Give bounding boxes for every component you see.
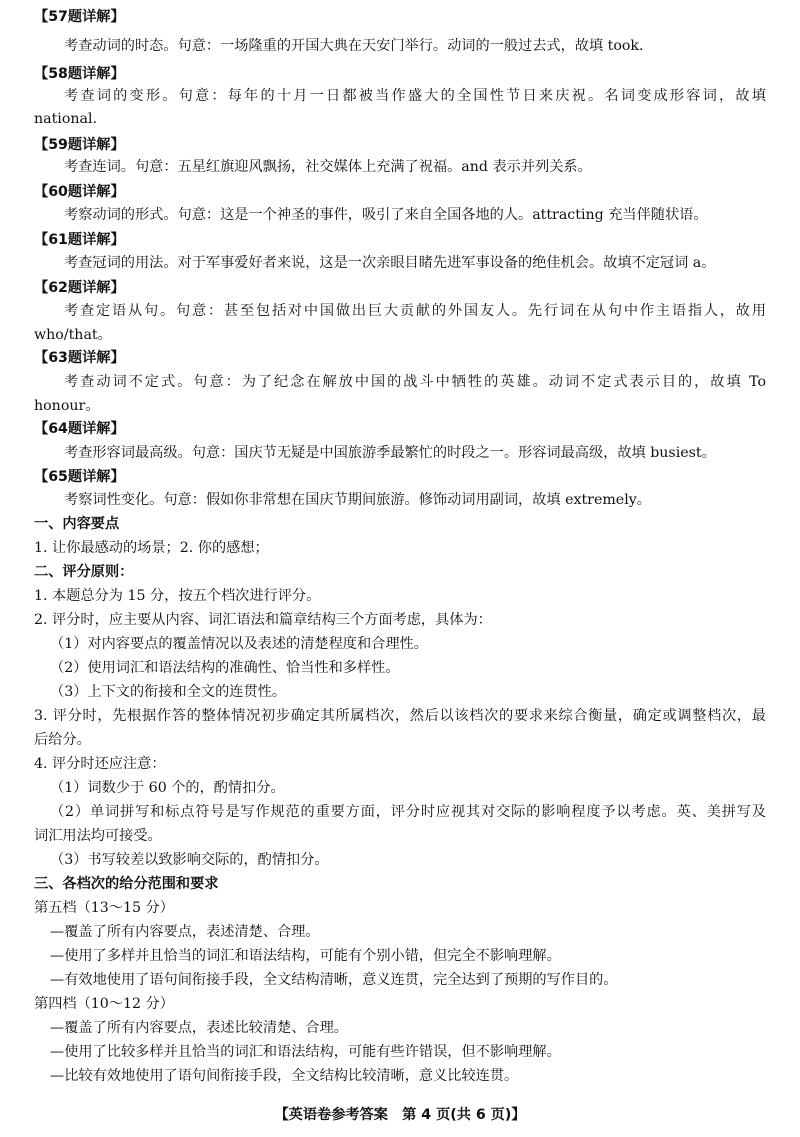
- tier-5-item-1: —覆盖了所有内容要点，表述清楚、合理。: [50, 924, 320, 940]
- section-scoring-principles-title: 二、评分原则：: [34, 564, 134, 580]
- tier-4-item-3: —比较有效地使用了语句间衔接手段，全文结构比较清晰，意义比较连贯。: [50, 1068, 519, 1084]
- tier-4-title: 第四档（10～12 分）: [34, 996, 174, 1012]
- scoring-principle-2-item-2: （2）使用词汇和语法结构的准确性、恰当性和多样性。: [50, 660, 400, 676]
- q60-heading: 【60题详解】: [34, 184, 125, 200]
- q58-explanation-line-1: 考查词的变形。句意：每年的十月一日都被当作盛大的全国性节日来庆祝。名词变成形容词，故填: [64, 88, 766, 104]
- scoring-principle-1: 1. 本题总分为 15 分，按五个档次进行评分。: [34, 588, 321, 604]
- scoring-principle-4-item-1: （1）词数少于 60 个的，酌情扣分。: [50, 780, 285, 796]
- scoring-principle-4-item-2-line-2: 词汇用法均可接受。: [34, 828, 162, 844]
- tier-4-item-2: —使用了比较多样并且恰当的词汇和语法结构，可能有些许错误，但不影响理解。: [50, 1044, 561, 1060]
- scoring-principle-3-line-1: 3. 评分时，先根据作答的整体情况初步确定其所属档次，然后以该档次的要求来综合衡量，确定或调整档次，最: [34, 708, 766, 724]
- content-points-text: 1. 让你最感动的场景；2. 你的感想；: [34, 540, 269, 556]
- tier-4-item-1: —覆盖了所有内容要点，表述比较清楚、合理。: [50, 1020, 348, 1036]
- q64-explanation: 考查形容词最高级。句意：国庆节无疑是中国旅游季最繁忙的时段之一。形容词最高级，故填 busiest。: [64, 445, 716, 461]
- scoring-principle-2: 2. 评分时，应主要从内容、词汇语法和篇章结构三个方面考虑，具体为：: [34, 612, 492, 628]
- tier-5-title: 第五档（13～15 分）: [34, 900, 174, 916]
- page-footer: 【英语卷参考答案 第 4 页(共 6 页)】: [274, 1107, 526, 1123]
- q65-explanation: 考察词性变化。句意：假如你非常想在国庆节期间旅游。修饰动词用副词，故填 extremely。: [64, 492, 651, 508]
- q57-explanation: 考查动词的时态。句意：一场隆重的开国大典在天安门举行。动词的一般过去式，故填 took.: [64, 38, 644, 54]
- q59-explanation: 考查连词。句意：五星红旗迎风飘扬，社交媒体上充满了祝福。and 表示并列关系。: [64, 159, 592, 175]
- scoring-principle-4: 4. 评分时还应注意：: [34, 756, 166, 772]
- tier-5-item-2: —使用了多样并且恰当的词汇和语法结构，可能有个别小错，但完全不影响理解。: [50, 948, 561, 964]
- q59-heading: 【59题详解】: [34, 137, 125, 153]
- q57-heading: 【57题详解】: [34, 9, 125, 25]
- q62-explanation-line-1: 考查定语从句。句意：甚至包括对中国做出巨大贡献的外国友人。先行词在从句中作主语指人，故用: [64, 303, 766, 319]
- q61-explanation: 考查冠词的用法。对于军事爱好者来说，这是一次亲眼目睹先进军事设备的绝佳机会。故填不定冠词 a。: [64, 255, 716, 271]
- q58-heading: 【58题详解】: [34, 66, 125, 82]
- q63-heading: 【63题详解】: [34, 350, 125, 366]
- scoring-principle-3-line-2: 后给分。: [34, 732, 91, 748]
- q65-heading: 【65题详解】: [34, 469, 125, 485]
- section-grade-bands-title: 三、各档次的给分范围和要求: [34, 876, 219, 892]
- q62-explanation-line-2: who/that。: [34, 327, 112, 343]
- q60-explanation: 考察动词的形式。句意：这是一个神圣的事件，吸引了来自全国各地的人。attracting 充当伴随状语。: [64, 207, 708, 223]
- tier-5-item-3: —有效地使用了语句间衔接手段，全文结构清晰，意义连贯，完全达到了预期的写作目的。: [50, 972, 618, 988]
- scoring-principle-2-item-1: （1）对内容要点的覆盖情况以及表述的清楚程度和合理性。: [50, 636, 428, 652]
- q58-explanation-line-2: national.: [34, 111, 98, 127]
- q63-explanation-line-1: 考查动词不定式。句意：为了纪念在解放中国的战斗中牺牲的英雄。动词不定式表示目的，故填 To: [64, 374, 766, 390]
- q63-explanation-line-2: honour。: [34, 398, 100, 414]
- scoring-principle-4-item-2-line-1: （2）单词拼写和标点符号是写作规范的重要方面，评分时应视其对交际的影响程度予以考虑。英、美拼写及: [50, 804, 766, 820]
- scoring-principle-2-item-3: （3）上下文的衔接和全文的连贯性。: [50, 684, 287, 700]
- q62-heading: 【62题详解】: [34, 280, 125, 296]
- section-content-points-title: 一、内容要点: [34, 516, 120, 532]
- q64-heading: 【64题详解】: [34, 421, 125, 437]
- scoring-principle-4-item-3: （3）书写较差以致影响交际的，酌情扣分。: [50, 852, 329, 868]
- q61-heading: 【61题详解】: [34, 232, 125, 248]
